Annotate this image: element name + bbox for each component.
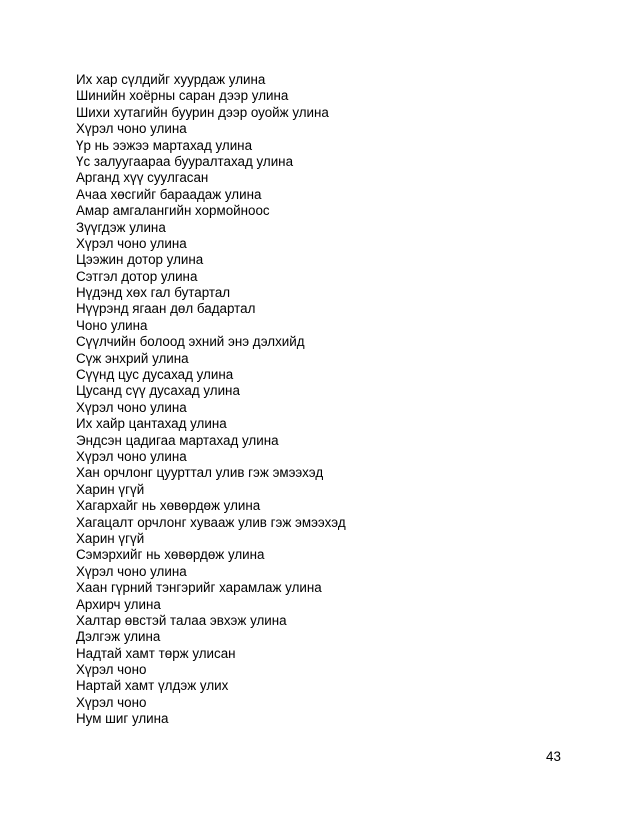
poem-line: Зүүгдэж улина: [76, 219, 166, 235]
poem-line: Нум шиг улина: [76, 711, 169, 727]
poem-line: Хүрэл чоно улина: [76, 399, 187, 415]
poem-line: Амар амгалангийн хормойноос: [76, 203, 270, 219]
poem-line: Үр нь ээжээ мартахад улина: [76, 137, 253, 153]
poem-line: Хагацалт орчлонг хувааж улив гэж эмээхэд: [76, 514, 346, 530]
poem-line: Дэлгэж улина: [76, 629, 161, 645]
poem-line: Хүрэл чоно: [76, 662, 147, 678]
poem-line: Сүүлчийн болоод эхний энэ дэлхийд: [76, 334, 305, 350]
poem-line: Харин үгүй: [76, 481, 145, 497]
poem-line: Шихи хутагийн буурин дээр оуойж улина: [76, 104, 329, 120]
poem-line: Хүрэл чоно улина: [76, 121, 187, 137]
poem-line: Сэтгэл дотор улина: [76, 268, 198, 284]
poem-text: [76, 72, 346, 728]
poem-line: Ачаа хөсгийг бараадаж улина: [76, 186, 262, 202]
poem-line: Хагархайг нь хөвөрдөж улина: [76, 498, 261, 514]
poem-line: Нартай хамт үлдэж улих: [76, 678, 229, 694]
poem-line: Сүүнд цус дусахад улина: [76, 367, 234, 383]
poem-line: Үс залуугаараа бууралтахад улина: [76, 153, 294, 169]
poem-line: Хүрэл чоно улина: [76, 563, 187, 579]
poem-line: Хаан гүрний тэнгэрийг харамлаж улина: [76, 580, 322, 596]
poem-line: Хан орчлонг цуурттал улив гэж эмээхэд: [76, 465, 324, 481]
poem-line: Их хайр цантахад улина: [76, 416, 227, 432]
poem-line: Цусанд сүү дусахад улина: [76, 383, 240, 399]
poem-line: Цээжин дотор улина: [76, 252, 204, 268]
poem-line: Хүрэл чоно улина: [76, 235, 187, 251]
poem-line: Сэмэрхийг нь хөвөрдөж улина: [76, 547, 265, 563]
poem-line: Эндсэн цадигаа мартахад улина: [76, 432, 279, 448]
poem-line: Шинийн хоёрны саран дээр улина: [76, 88, 289, 104]
poem-line: Нүүрэнд ягаан дөл бадартал: [76, 301, 256, 317]
poem-line: Их хар сүлдийг хуурдаж улина: [76, 72, 266, 87]
page-number: 43: [546, 749, 561, 764]
poem-line: Чоно улина: [76, 317, 148, 333]
poem-line: Надтай хамт төрж улисан: [76, 645, 236, 661]
poem-line: Сүж энхрий улина: [76, 350, 189, 366]
poem-line: Хүрэл чоно улина: [76, 448, 187, 464]
poem-line: Хүрэл чоно: [76, 694, 147, 710]
poem-line: Арганд хүү суулгасан: [76, 170, 209, 186]
poem-line: Харин үгүй: [76, 530, 145, 546]
poem-line: Архирч улина: [76, 596, 161, 612]
poem-line: Нүдэнд хөх гал бутартал: [76, 285, 231, 301]
poem-line: Халтар өвстэй талаа эвхэж улина: [76, 612, 287, 628]
